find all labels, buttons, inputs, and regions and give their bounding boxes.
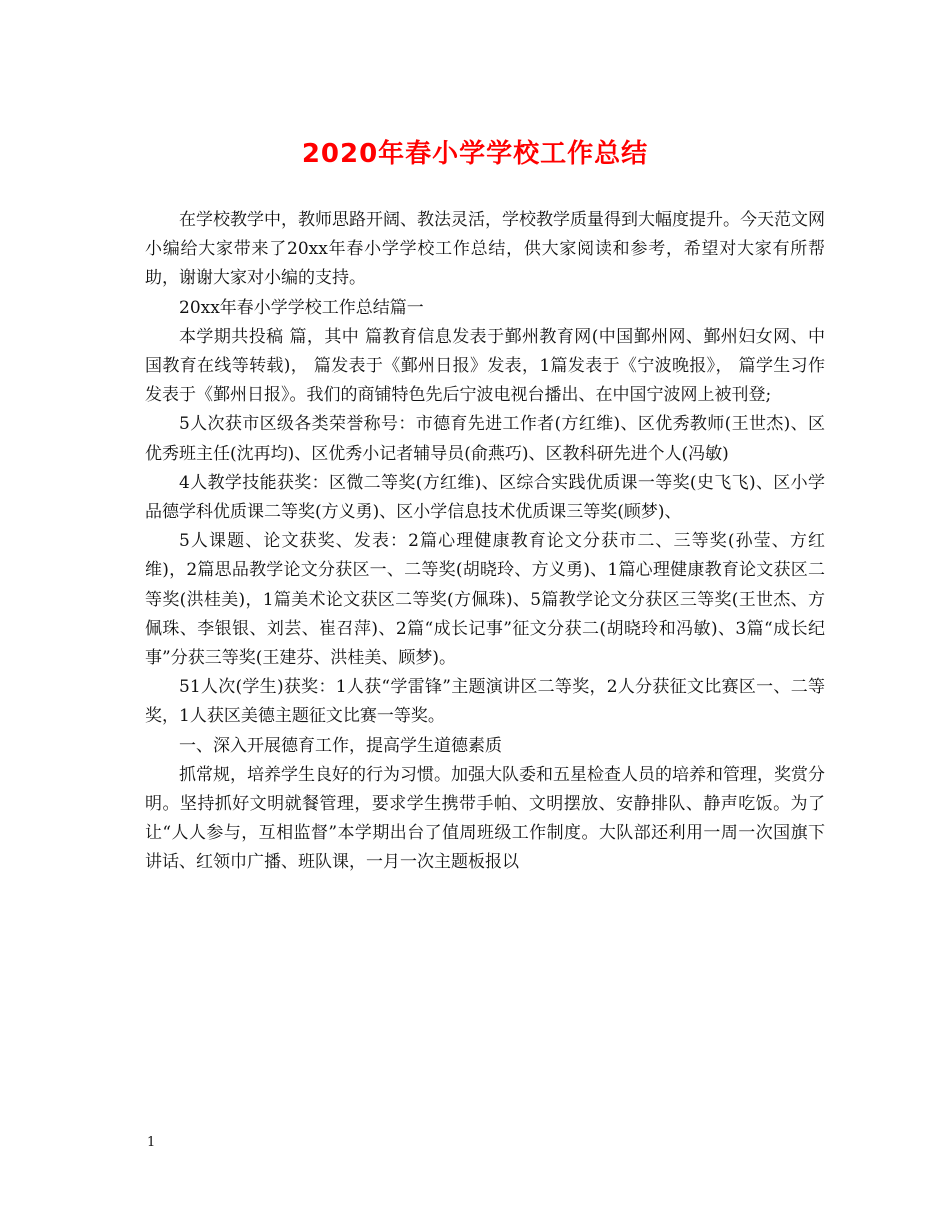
document-title: 2020年春小学学校工作总结 xyxy=(301,139,649,169)
section-heading: 一、深入开展德育工作，提高学生道德素质 xyxy=(179,735,502,756)
paragraph: 51人次(学生)获奖：1人获“学雷锋”主题演讲区二等奖，2人分获征文比赛区一、二等奖，1人获区美德主题征文比赛一等奖。 xyxy=(145,677,825,727)
document-body xyxy=(145,206,825,878)
paragraph: 4人教学技能获奖：区微二等奖(方红维)、区综合实践优质课一等奖(史飞飞)、区小学品德学科优质课二等奖(方义勇)、区小学信息技术优质课三等奖(顾梦)、 xyxy=(145,472,825,523)
paragraph: 本学期共投稿 篇，其中 篇教育信息发表于鄞州教育网(中国鄞州网、鄞州妇女网、中国教育在线等转载)， 篇发表于《鄞州日报》发表，1篇发表于《宁波晚报》， 篇学生习作发表于《鄞州日报》。我们的商铺特色先后宁波电视台播出、在中国宁波网上被刊登; xyxy=(145,326,825,406)
paragraph: 5人课题、论文获奖、发表：2篇心理健康教育论文分获市二、三等奖(孙莹、方红维)，2篇思品教学论文分获区一、二等奖(胡晓玲、方义勇)、1篇心理健康教育论文获区二等奖(洪桂美)，1篇美术论文获区二等奖(方佩珠)、5篇教学论文分获区三等奖(王世杰、方佩珠、李银银、刘芸、崔召萍)、2篇“成长记事”征文分获二(胡晓玲和冯敏)、3篇“成长纪事”分获三等奖(王建芬、洪桂美、顾梦)。 xyxy=(145,531,825,669)
paragraph: 在学校教学中，教师思路开阔、教法灵活，学校教学质量得到大幅度提升。今天范文网小编给大家带来了20xx年春小学学校工作总结，供大家阅读和参考，希望对大家有所帮助，谢谢大家对小编的支持。 xyxy=(145,210,825,289)
paragraph: 抓常规，培养学生良好的行为习惯。加强大队委和五星检查人员的培养和管理，奖赏分明。坚持抓好文明就餐管理，要求学生携带手帕、文明摆放、安静排队、静声吃饭。为了让“人人参与，互相监督”本学期出台了值周班级工作制度。大队部还利用一周一次国旗下讲话、红领巾广播、班队课，一月一次主题板报以 xyxy=(145,764,825,873)
paragraph: 5人次获市区级各类荣誉称号：市德育先进工作者(方红维)、区优秀教师(王世杰)、区优秀班主任(沈再均)、区优秀小记者辅导员(俞燕巧)、区教科研先进个人(冯敏) xyxy=(145,414,825,464)
paragraph: 20xx年春小学学校工作总结篇一 xyxy=(179,297,424,318)
page-number: 1 xyxy=(147,1135,156,1150)
